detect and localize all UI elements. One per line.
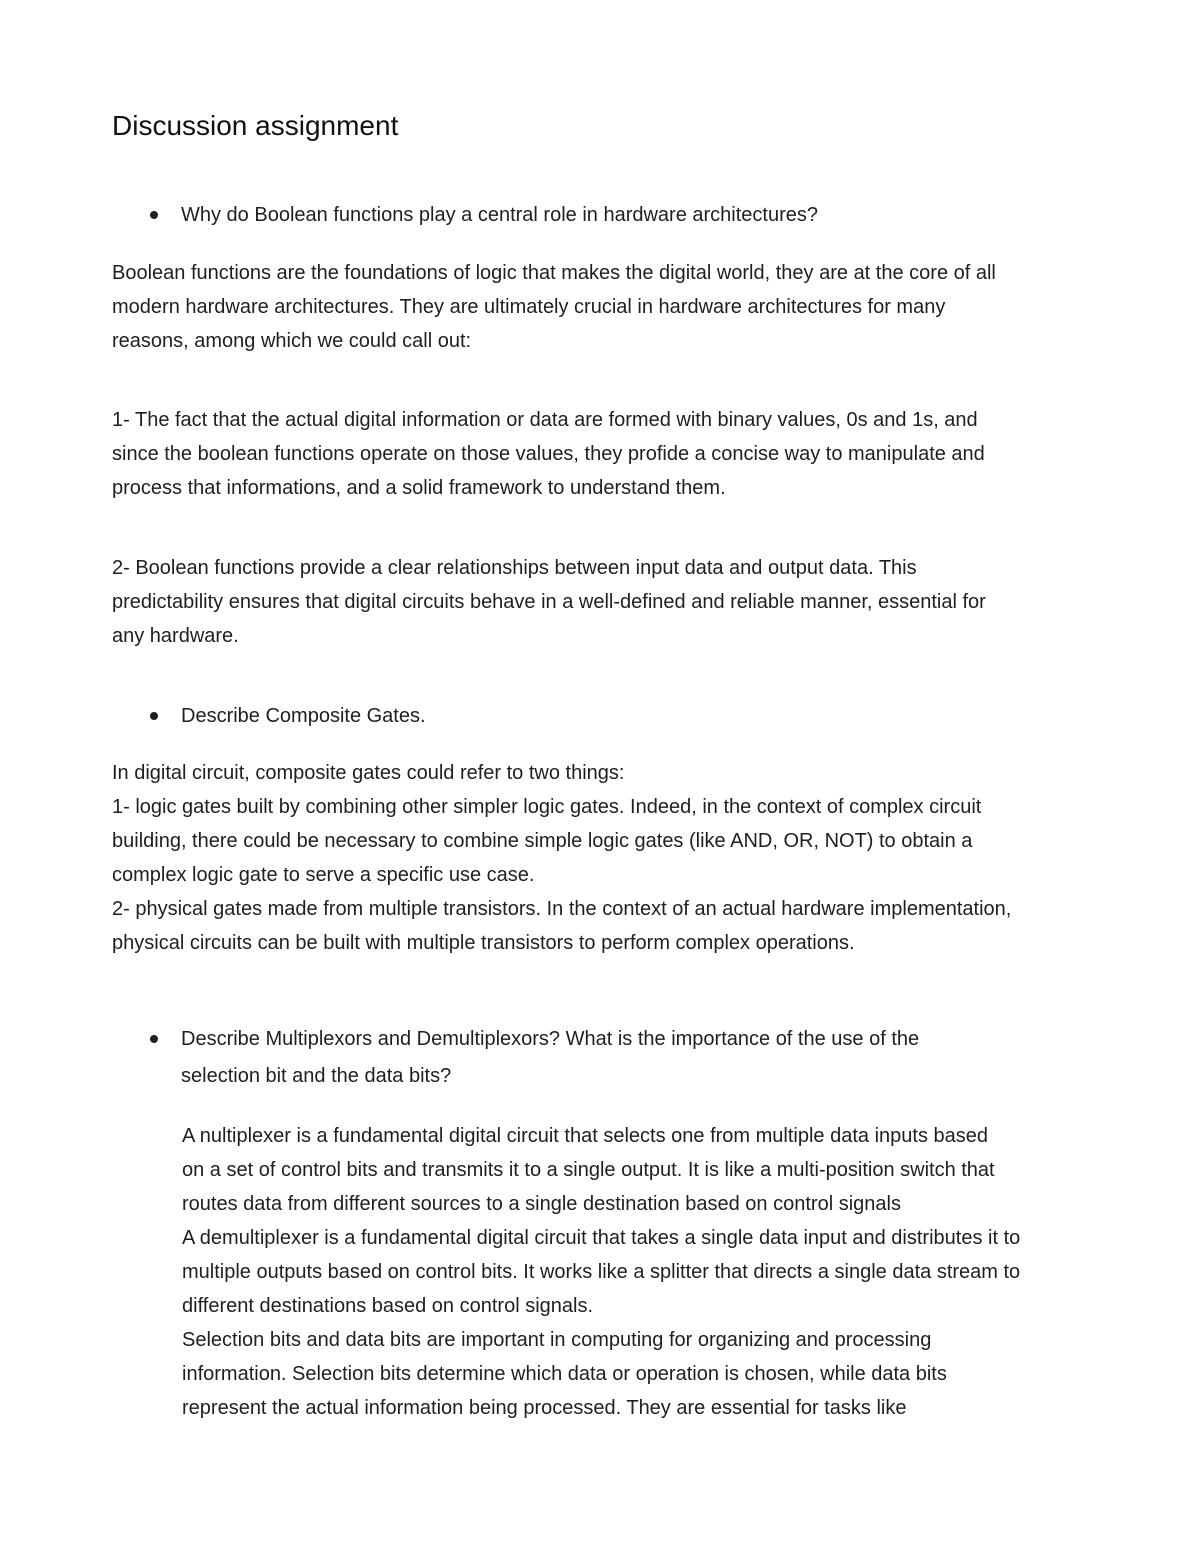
paragraph xyxy=(182,1119,1102,1425)
text-line: routes data from different sources to a single destination based on control signals xyxy=(182,1193,901,1215)
text-line: Boolean functions are the foundations of logic that makes the digital world, they are at the core of all xyxy=(112,262,996,284)
bullet-dot-icon xyxy=(150,211,158,219)
paragraph xyxy=(112,403,1102,505)
question-text xyxy=(181,1021,1061,1095)
text-line: reasons, among which we could call out: xyxy=(112,330,472,352)
text-line: 2- Boolean functions provide a clear relationships between input data and output data. This xyxy=(112,557,917,579)
text-line: 1- The fact that the actual digital information or data are formed with binary values, 0s and 1s, and xyxy=(112,409,978,431)
text-line: Describe Multiplexors and Demultiplexors? What is the importance of the use of the xyxy=(181,1028,920,1050)
text-line: multiple outputs based on control bits. It works like a splitter that directs a single data stream to xyxy=(182,1261,1021,1283)
question-text: Describe Composite Gates. xyxy=(181,705,426,727)
text-line: any hardware. xyxy=(112,625,239,647)
question-bullet xyxy=(150,197,1061,234)
text-line: A demultiplexer is a fundamental digital circuit that takes a single data input and distributes it to xyxy=(182,1227,1021,1249)
text-line: selection bit and the data bits? xyxy=(181,1065,452,1087)
text-line: information. Selection bits determine which data or operation is chosen, while data bits xyxy=(182,1363,947,1385)
text-line: since the boolean functions operate on those values, they profide a concise way to manipulate and xyxy=(112,443,985,465)
text-line: complex logic gate to serve a specific use case. xyxy=(112,864,535,886)
text-line: represent the actual information being processed. They are essential for tasks like xyxy=(182,1397,907,1419)
paragraph xyxy=(112,256,1102,358)
text-line: 1- logic gates built by combining other simpler logic gates. Indeed, in the context of complex circuit xyxy=(112,796,982,818)
text-line: building, there could be necessary to combine simple logic gates (like AND, OR, NOT) to obtain a xyxy=(112,830,973,852)
text-line: 2- physical gates made from multiple transistors. In the context of an actual hardware implementation, xyxy=(112,898,1012,920)
text-line: different destinations based on control signals. xyxy=(182,1295,594,1317)
question-bullet xyxy=(150,1021,1061,1095)
text-line: physical circuits can be built with multiple transistors to perform complex operations. xyxy=(112,932,855,954)
document-title: Discussion assignment xyxy=(112,110,399,141)
text-line: predictability ensures that digital circuits behave in a well-defined and reliable manner, essential for xyxy=(112,591,986,613)
text-line: A nultiplexer is a fundamental digital circuit that selects one from multiple data inputs based xyxy=(182,1125,988,1147)
paragraph xyxy=(112,756,1102,960)
text-line: modern hardware architectures. They are ultimately crucial in hardware architectures for many xyxy=(112,296,946,318)
bullet-dot-icon xyxy=(150,1035,158,1043)
text-line: process that informations, and a solid framework to understand them. xyxy=(112,477,726,499)
bullet-dot-icon xyxy=(150,712,158,720)
text-line: on a set of control bits and transmits it to a single output. It is like a multi-position switch that xyxy=(182,1159,995,1181)
question-bullet xyxy=(150,698,1061,735)
paragraph xyxy=(112,551,1102,653)
text-line: Selection bits and data bits are important in computing for organizing and processing xyxy=(182,1329,932,1351)
text-line: In digital circuit, composite gates could refer to two things: xyxy=(112,762,625,784)
question-text: Why do Boolean functions play a central role in hardware architectures? xyxy=(181,204,819,226)
